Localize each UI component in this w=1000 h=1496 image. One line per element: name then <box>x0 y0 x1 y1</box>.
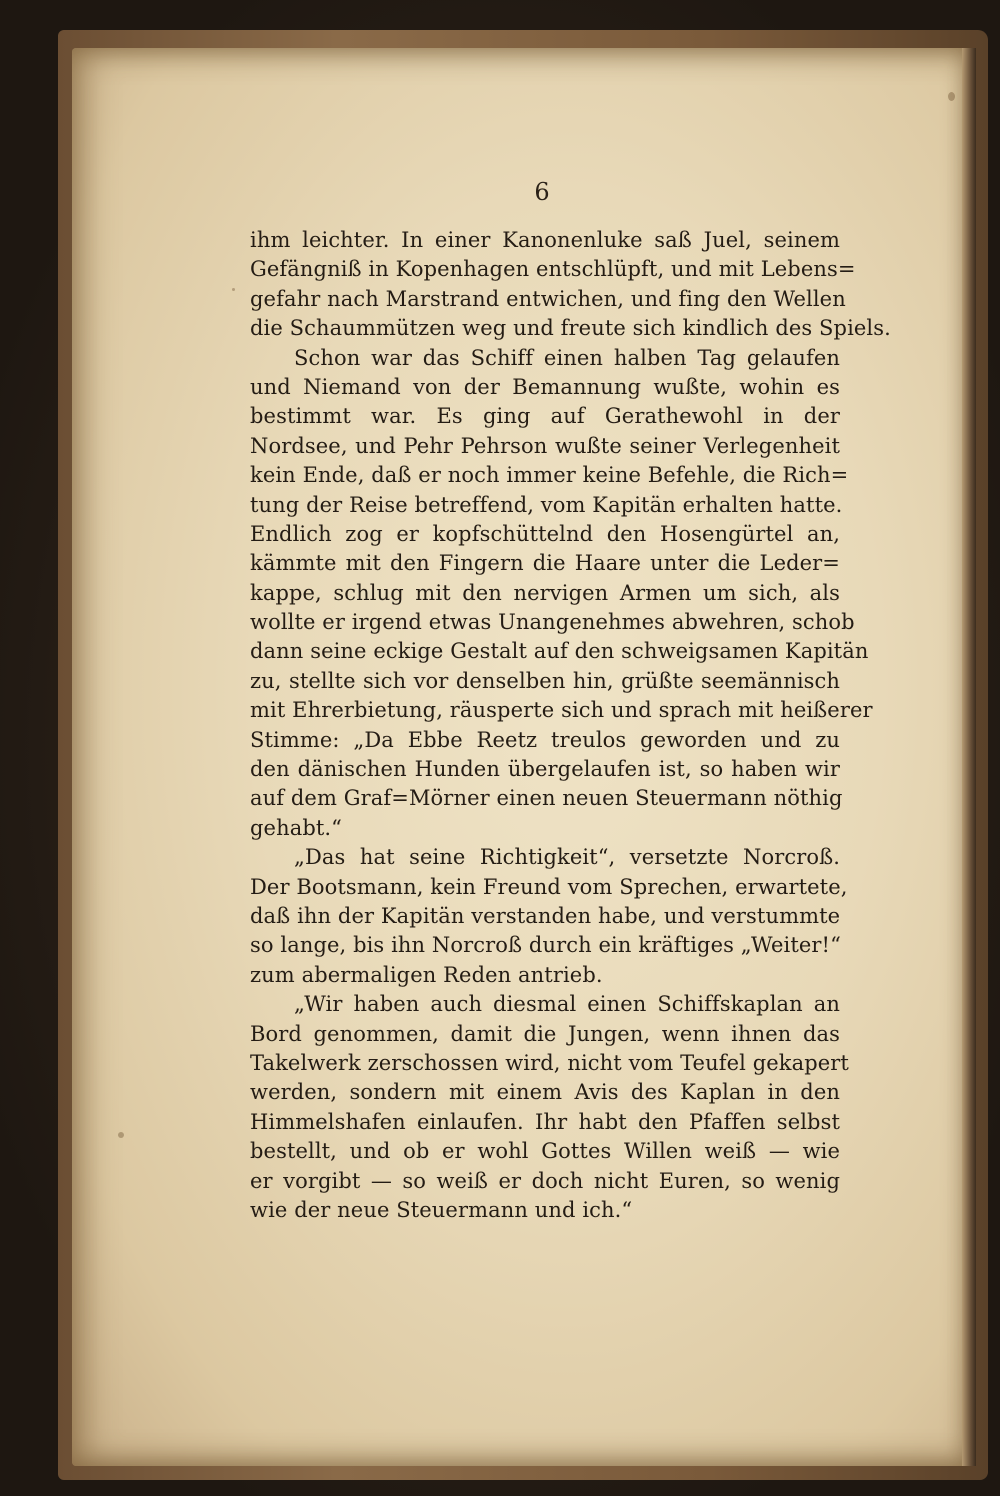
text-line: tung der Reise betreffend, vom Kapitän erhalten hatte. <box>250 492 843 517</box>
text-line: Gefängniß in Kopenhagen entschlüpft, und mit Lebens= <box>250 257 856 282</box>
text-line: und Niemand von der Bemannung wußte, wohin es <box>250 374 840 399</box>
text-line: mit Ehrerbietung, räusperte sich und sprach mit heißerer <box>250 698 873 723</box>
text-line: so lange, bis ihn Norcroß durch ein kräftiges „Weiter!“ <box>250 933 841 958</box>
text-line: dann seine eckige Gestalt auf den schweigsamen Kapitän <box>250 639 869 664</box>
foxing-spot <box>118 1132 124 1138</box>
text-line: Stimme: „Da Ebbe Reetz treulos geworden und zu <box>250 727 840 752</box>
text-line: auf dem Graf=Mörner einen neuen Steuermann nöthig <box>250 786 843 811</box>
page-number: 6 <box>534 178 550 206</box>
text-line: bestimmt war. Es ging auf Gerathewohl in der <box>250 404 840 429</box>
text-line: Schon war das Schiff einen halben Tag gelaufen <box>294 345 840 370</box>
text-line: gehabt.“ <box>250 815 343 840</box>
text-line: Himmelshafen einlaufen. Ihr habt den Pfaffen selbst <box>250 1109 840 1134</box>
text-line: „Das hat seine Richtigkeit“, versetzte Norcroß. <box>294 845 840 870</box>
text-line: daß ihn der Kapitän verstanden habe, und verstummte <box>250 903 841 928</box>
text-line: gefahr nach Marstrand entwichen, und fing den Wellen <box>250 286 846 311</box>
text-line: zu, stellte sich vor denselben hin, grüßte seemännisch <box>250 668 840 693</box>
text-line: Nordsee, und Pehr Pehrson wußte seiner Verlegenheit <box>250 433 840 458</box>
text-line: Der Bootsmann, kein Freund vom Sprechen, erwartete, <box>250 874 848 899</box>
text-line: zum abermaligen Reden antrieb. <box>250 962 603 987</box>
foxing-spot <box>948 92 955 101</box>
text-line: Endlich zog er kopfschüttelnd den Hosengürtel an, <box>250 521 840 546</box>
text-line: „Wir haben auch diesmal einen Schiffskaplan an <box>294 992 840 1017</box>
text-line: die Schaummützen weg und freute sich kindlich des Spiels. <box>250 316 891 341</box>
body-text <box>250 226 891 1225</box>
text-line: Takelwerk zerschossen wird, nicht vom Teufel gekapert <box>250 1050 849 1075</box>
text-line: Bord genommen, damit die Jungen, wenn ihnen das <box>250 1021 840 1046</box>
text-line: wollte er irgend etwas Unangenehmes abwehren, schob <box>250 610 855 635</box>
text-line: ihm leichter. In einer Kanonenluke saß Juel, seinem <box>250 228 840 252</box>
text-line: kämmte mit den Fingern die Haare unter die Leder= <box>250 551 840 576</box>
text-line: er vorgibt — so weiß er doch nicht Euren, so wenig <box>250 1168 840 1193</box>
text-line: wie der neue Steuermann und ich.“ <box>250 1197 633 1222</box>
text-line: den dänischen Hunden übergelaufen ist, so haben wir <box>250 757 840 782</box>
text-line: werden, sondern mit einem Avis des Kaplan in den <box>250 1080 840 1105</box>
text-line: bestellt, und ob er wohl Gottes Willen weiß — wie <box>250 1139 840 1164</box>
page-gutter <box>962 48 976 1466</box>
foxing-spot <box>232 288 235 291</box>
text-line: kappe, schlug mit den nervigen Armen um sich, als <box>250 580 840 605</box>
text-line: kein Ende, daß er noch immer keine Befehle, die Rich= <box>250 463 849 488</box>
